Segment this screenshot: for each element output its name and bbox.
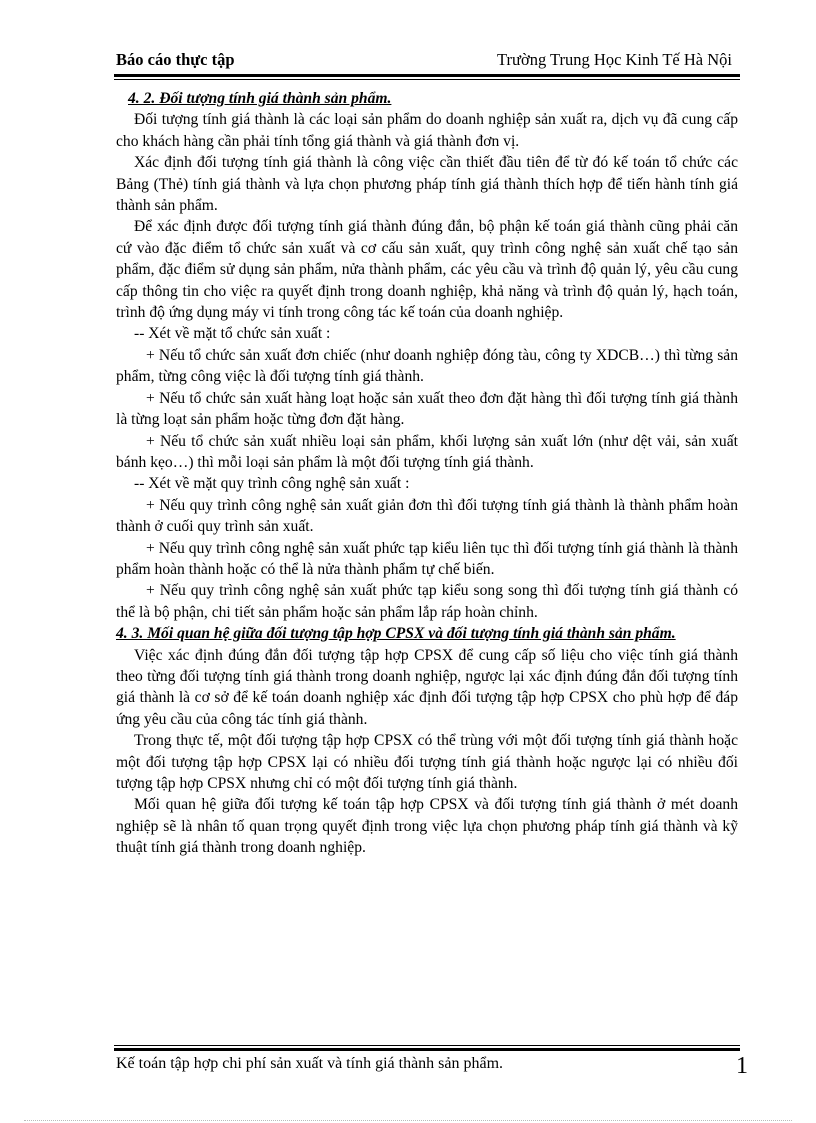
header-rule-thick [114, 74, 740, 77]
paragraph: Đối tượng tính giá thành là các loại sản phẩm do doanh nghiệp sản xuất ra, dịch vụ đã cung cấp cho khách hàng cần phải tính tổng giá thành và giá thành đơn vị. [116, 111, 738, 150]
paragraph: Trong thực tế, một đối tượng tập hợp CPSX có thể trùng với một đối tượng tính giá thành hoặc một đối tượng tập hợp CPSX lại có nhiều đối tượng tính giá thành hoặc ngược lại có nhiều đối tượng tập hợp CPSX nhưng chỉ có một đối tượng tính giá thành. [116, 732, 738, 792]
paragraph: Việc xác định đúng đắn đối tượng tập hợp CPSX để cung cấp số liệu cho việc tính giá thành theo từng đối tượng tính giá thành trong doanh nghiệp, ngược lại xác định đúng đắn đối tượng tính giá thành là cơ sở để kế toán doanh nghiệp xác định đối tượng tập hợp CPSX cho phù hợp để đáp ứng yêu cầu của công tác tính giá thành. [116, 646, 738, 728]
paragraph: Xác định đối tượng tính giá thành là công việc cần thiết đầu tiên để từ đó kế toán tổ chức các Bảng (Thẻ) tính giá thành và lựa chọn phương pháp tính giá thành thích hợp để tiến hành tính giá thành sản phẩm. [116, 154, 738, 215]
paragraph: Mối quan hệ giữa đối tượng kế toán tập hợp CPSX và đối tượng tính giá thành ở mét doanh nghiệp sẽ là nhân tố quan trọng quyết định trong việc lựa chọn phương pháp tính giá thành và kỹ thuật tính giá thành trong doanh nghiệp. [116, 796, 738, 857]
list-item: + Nếu tổ chức sản xuất nhiều loại sản phẩm, khối lượng sản xuất lớn (như dệt vải, sản xuất bánh kẹo…) thì mỗi loại sản phẩm là một đối tượng tính giá thành. [116, 432, 738, 471]
footer-rule-thin [114, 1045, 740, 1046]
list-item: + Nếu quy trình công nghệ sản xuất phức tạp kiểu liên tục thì đối tượng tính giá thành là thành phẩm hoàn thành hoặc có thể là nửa thành phẩm tự chế biến. [116, 539, 738, 578]
footer-rule-thick [114, 1048, 740, 1051]
header-school-name: Trường Trung Học Kinh Tế Hà Nội [497, 50, 732, 69]
heading-section-4-2: 4. 2. Đối tượng tính giá thành sản phẩm. [128, 90, 392, 107]
header-rule-thin [114, 79, 740, 80]
list-item: + Nếu quy trình công nghệ sản xuất giản đơn thì đối tượng tính giá thành là thành phẩm hoàn thành ở cuối quy trình sản xuất. [116, 496, 738, 536]
subheading-process: -- Xét về mặt quy trình công nghệ sản xuất : [134, 475, 410, 493]
heading-section-4-3: 4. 3. Mối quan hệ giữa đối tượng tập hợp CPSX và đối tượng tính giá thành sản phẩm. [116, 625, 676, 643]
footer-title: Kế toán tập hợp chi phí sản xuất và tính giá thành sản phẩm. [116, 1055, 504, 1072]
page-bottom-divider [24, 1120, 792, 1121]
subheading-organization: -- Xét về mặt tổ chức sản xuất : [134, 325, 331, 343]
list-item: + Nếu tổ chức sản xuất đơn chiếc (như doanh nghiệp đóng tàu, công ty XDCB…) thì từng sản phẩm, từng công việc là đối tượng tính giá thành. [116, 346, 738, 386]
page-footer [116, 1053, 748, 1083]
header-report-title: Báo cáo thực tập [116, 50, 235, 69]
page-header [116, 48, 738, 72]
document-body [116, 88, 738, 859]
paragraph: Để xác định được đối tượng tính giá thành đúng đắn, bộ phận kế toán giá thành cũng phải căn cứ vào đặc điểm tổ chức sản xuất và cơ cấu sản xuất, quy trình công nghệ sản xuất chế tạo sản phẩm, đặc điểm sử dụng sản phẩm, nửa thành phẩm, các yêu cầu và trình độ quản lý, yêu cầu cung cấp thông tin cho việc ra quyết định trong doanh nghiệp, khả năng và trình độ quản lý, hạch toán, trình độ ứng dụng máy vi tính trong công tác kế toán của doanh nghiệp. [116, 218, 738, 322]
list-item: + Nếu quy trình công nghệ sản xuất phức tạp kiểu song song thì đối tượng tính giá thành có thể là bộ phận, chi tiết sản phẩm hoặc sản phẩm lắp ráp hoàn chỉnh. [116, 582, 738, 621]
page-number: 1 [736, 1053, 748, 1079]
list-item: + Nếu tổ chức sản xuất hàng loạt hoặc sản xuất theo đơn đặt hàng thì đối tượng tính giá thành là từng loạt sản phẩm hoặc từng đơn đặt hàng. [116, 389, 738, 429]
